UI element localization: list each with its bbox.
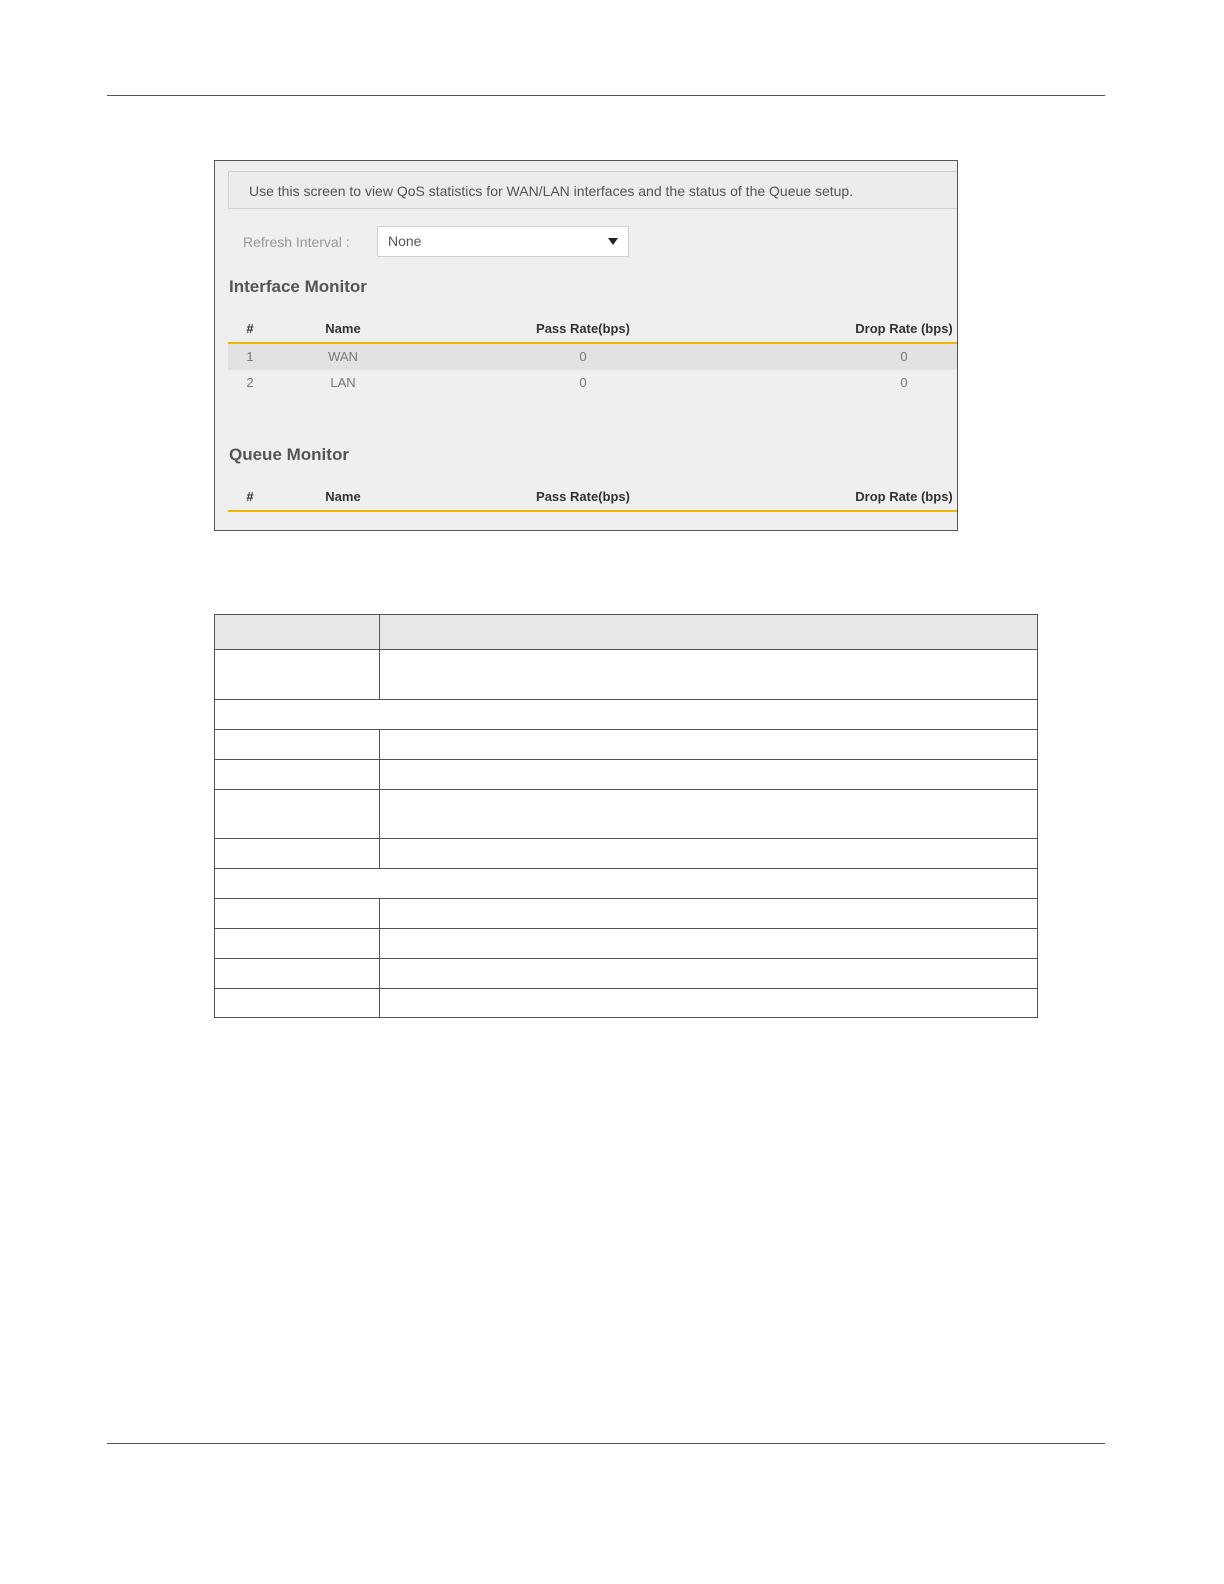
queue-monitor-table <box>228 484 957 512</box>
col-pass-rate-header: Pass Rate(bps) <box>536 489 630 504</box>
row-name: WAN <box>328 349 358 364</box>
col-name-header: Name <box>325 321 361 336</box>
refresh-interval-label: Refresh Interval : <box>243 234 350 250</box>
row-num: 2 <box>246 375 254 390</box>
section-row <box>215 869 1038 899</box>
row-drop-rate: 0 <box>900 349 908 364</box>
row-name: LAN <box>330 375 356 390</box>
col-drop-rate-header: Drop Rate (bps) <box>855 321 953 336</box>
interface-monitor-table <box>228 316 957 396</box>
table-header-row <box>215 615 1038 650</box>
section-row <box>215 700 1038 730</box>
table-row <box>215 839 1038 869</box>
refresh-interval-value: None <box>388 233 422 249</box>
col-pass-rate-header: Pass Rate(bps) <box>536 321 630 336</box>
info-banner: Use this screen to view QoS statistics for WAN/LAN interfaces and the status of the Queue setup. <box>228 171 958 209</box>
dropdown-arrow-icon <box>608 238 618 245</box>
table-row <box>215 989 1038 1018</box>
table-row <box>215 959 1038 989</box>
table-row <box>215 899 1038 929</box>
description-header-cell <box>380 615 1038 650</box>
row-pass-rate: 0 <box>579 349 587 364</box>
col-num-header: # <box>246 321 254 336</box>
table-row <box>228 344 957 370</box>
header-rule <box>107 95 1105 96</box>
refresh-interval-select[interactable] <box>377 226 629 257</box>
row-drop-rate: 0 <box>900 375 908 390</box>
row-pass-rate: 0 <box>579 375 587 390</box>
interface-monitor-title: Interface Monitor <box>229 277 367 296</box>
col-drop-rate-header: Drop Rate (bps) <box>855 489 953 504</box>
col-name-header: Name <box>325 489 361 504</box>
table-row <box>215 929 1038 959</box>
field-description-table <box>214 614 1038 1018</box>
table-row <box>215 730 1038 760</box>
qos-monitor-screenshot <box>214 160 958 531</box>
table-row <box>215 760 1038 790</box>
table-header <box>228 484 957 512</box>
row-num: 1 <box>246 349 254 364</box>
label-header-cell <box>215 615 380 650</box>
table-row <box>228 370 957 396</box>
col-num-header: # <box>246 489 254 504</box>
queue-monitor-title: Queue Monitor <box>229 445 349 464</box>
table-row <box>215 790 1038 839</box>
footer-rule <box>107 1443 1105 1444</box>
table-row <box>215 650 1038 700</box>
table-header <box>228 316 957 344</box>
